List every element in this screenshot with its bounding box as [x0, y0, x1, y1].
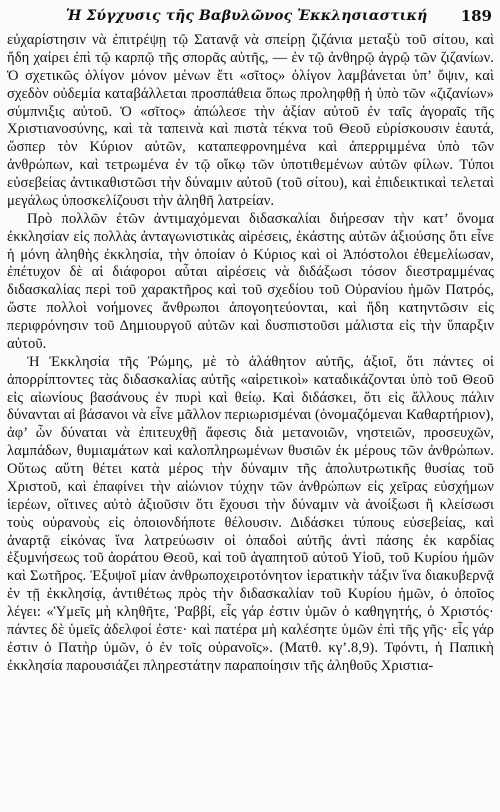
paragraph-continued: εὐχαρίστησιν νὰ ἐπιτρέψῃ τῷ Σατανᾷ νὰ σπείρῃ ζιζάνια μεταξὺ τοῦ σίτου, καὶ ἤδη χαίρει ἐπὶ τῷ καρπῷ τῆς σπορᾶς αὐτῆς, — ἐν τῷ ἀνθηρῷ ἀγρῷ τῶν ζιζανίων. Ὁ σχετικῶς ὀλίγον μόνον μένων ἔτι «σῖτος» ὀλίγον λαμβάνεται ὑπ’ ὄψιν, καὶ σχεδὸν οὐδεμία καταβάλλεται προσπάθεια ὅπως προληφθῇ ἡ ὑπὸ τῶν «ζιζανίων» σύμπνιξις αὐτοῦ. Ὁ «σῖτος» ἀπώλεσε τὴν ἀξίαν αὐτοῦ ἐν ταῖς ἀγοραῖς τῆς Χριστιανοσύνης, καὶ τὰ ταπεινὰ καὶ πιστὰ τέκνα τοῦ Θεοῦ εὑρίσκουσιν ἑαυτά, ὥσπερ τὸν Κύριον αὐτῶν, καταπεφρονημένα καὶ ἀπερριμμένα ὑπὸ τῶν ἀνθρώπων, καὶ τετρωμένα ἐν τῷ οἴκῳ τῶν ὑποτιθεμένων αὐτῶν φίλων. Τύποι εὐσεβείας ἀντικαθιστῶσι τὴν δύναμιν αὐτοῦ (τοῦ σίτου), καὶ ἐπιδεικτικαὶ τελεταὶ μεγάλως ὑποσκελίζουσι τὴν ἀληθῆ λατρείαν. [7, 32, 494, 209]
page-header [10, 2, 492, 30]
page-number: 189 [460, 7, 492, 25]
paragraph: Ἡ Ἐκκλησία τῆς Ῥώμης, μὲ τὸ ἀλάθητον αὐτῆς, ἀξιοῖ, ὅτι πάντες οἱ ἀπορρίπτοντες τὰς διδασκαλίας αὐτῆς «αἱρετικοὶ» καταδικάζονται ὑπὸ τοῦ Θεοῦ εἰς αἰωνίους βασάνους ἐν πυρὶ καὶ θείῳ. Καὶ διδάσκει, ὅτι εἰς ἄλλους πάλιν δύνανται αἱ βάσανοι νὰ εἶνε μᾶλλον περιωρισμέναι (ὀνομαζόμεναι Καθαρτήριον), ἀφ’ ὧν δύναται νὰ ἐπιτευχθῇ ἄφεσις διὰ μετανοιῶν, νηστειῶν, προσευχῶν, λαμπάδων, θυμιαμάτων καὶ καλοπληρωμένων θυσιῶν ἐκ μέρους τῶν ἀνθρώπων. Οὕτως αὕτη θέτει κατὰ μέρος τὴν δύναμιν τῆς ἀπολυτρωτικῆς θυσίας τοῦ Χριστοῦ, καὶ ἐπαφίνει τὴν αἰώνιον τύχην τῶν ἀνθρώπων εἰς χεῖρας εὐσχήμων ἱερέων, οἵτινες αὐτὸ ἀξιοῦσιν ὅτι ἔχουσι τὴν δύναμιν νὰ ἀνοίξωσι ἢ κλείσωσι τοὺς οὐρανοὺς εἰς ὁποιονδήποτε θέλουσιν. Διδάσκει τύπους εὐσεβείας, καὶ ἀναρτᾷ εἰκόνας ἵνα λατρεύωσιν οἱ ὀπαδοὶ αὐτῆς ἀντὶ πάσης ἐκ καρδίας ἐξυμνήσεως τοῦ ἀοράτου Θεοῦ, καὶ τοῦ ἀγαπητοῦ αὐτοῦ Υἱοῦ, τοῦ Κυρίου ἡμῶν καὶ Σωτῆρος. Ἐξυψοῖ μίαν ἀνθρωποχειροτόνητον ἱερατικὴν τάξιν ἵνα διακυβερνᾷ ἐν τῇ ἐκκλησίᾳ, ἀντιθέτως πρὸς τὴν διδασκαλίαν τοῦ Κυρίου ἡμῶν, ὁ ὁποῖος λέγει: «Ὑμεῖς μὴ κληθῆτε, Ῥαββί, εἷς γάρ ἐστιν ὑμῶν ὁ καθηγητής, ὁ Χριστός· πάντες δὲ ὑμεῖς ἀδελφοί ἐστε· καὶ πατέρα μὴ καλέσητε ὑμῶν ἐπὶ τῆς γῆς· εἷς γάρ ἐστιν ὁ Πατὴρ ὑμῶν, ὁ ἐν τοῖς οὐρανοῖς». (Ματθ. κγ’.8,9). Τφόντι, ἡ Παπικὴ ἐκκλησία παρουσιάζει πληρεστάτην παραποίησιν τῆς ἀληθοῦς Χριστια- [7, 353, 494, 674]
paragraph: Πρὸ πολλῶν ἐτῶν ἀντιμαχόμεναι διδασκαλίαι διήρεσαν τὴν κατ’ ὄνομα ἐκκλησίαν εἰς πολλὰς ἀνταγωνιστικὰς αἱρέσεις, ἑκάστης αὐτῶν ἀξιούσης ὅτι εἶνε ἡ μόνη ἀληθὴς ἐκκλησία, τὴν ὁποίαν ὁ Κύριος καὶ οἱ Ἀπόστολοι ἐθεμελίωσαν, ἐπέτυχον δὲ αἱ διάφοροι αὗται αἱρέσεις νὰ διδάξωσι τόσον διεστραμμένας διδασκαλίας περὶ τοῦ χαρακτῆρος καὶ τοῦ σχεδίου τοῦ Οὐρανίου ἡμῶν Πατρός, ὥστε πολλοὶ νοήμονες ἄνθρωποι ἀπογοητεύονται, καὶ ἤδη κατηντῶσιν εἰς περιφρόνησιν τοῦ Δημιουργοῦ αὐτῶν καὶ δυσπιστοῦσι μάλιστα εἰς τὴν ὕπαρξιν αὐτοῦ. [7, 210, 494, 352]
running-title: Ἡ Σύγχυσις τῆς Βαβυλῶνος Ἐκκλησιαστική [66, 8, 428, 24]
body-text [7, 32, 494, 676]
